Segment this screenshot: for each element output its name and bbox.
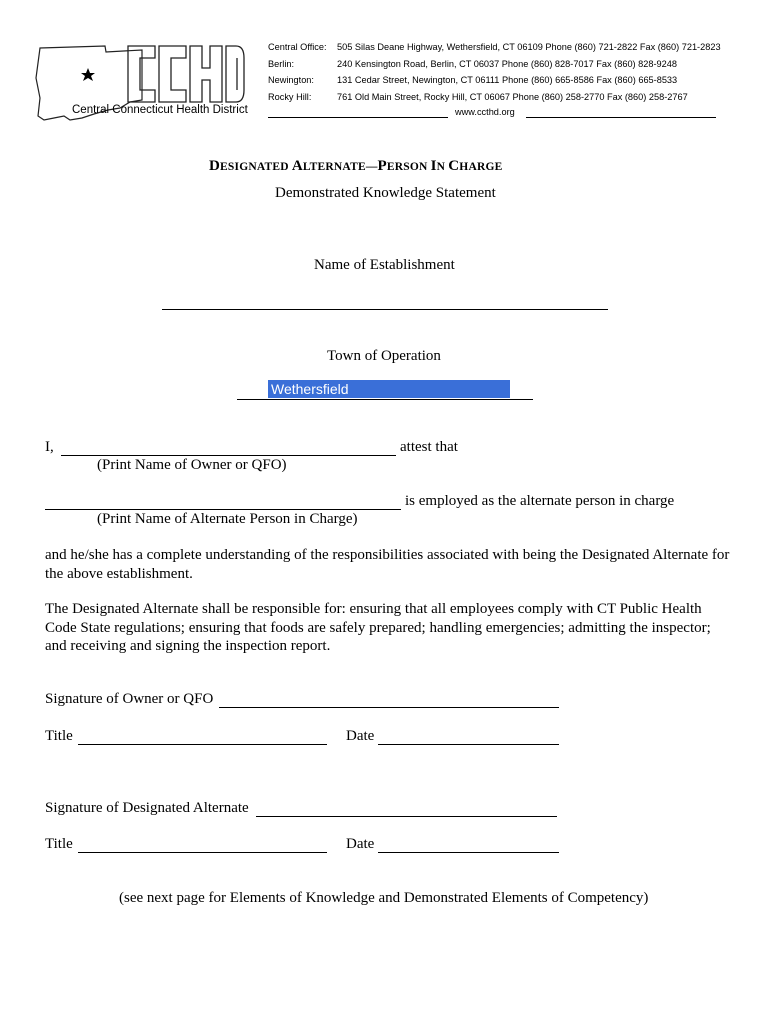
- signature-alternate-line[interactable]: [256, 816, 557, 817]
- office-label: Berlin:: [268, 58, 295, 69]
- logo-name: Central Connecticut Health District: [72, 104, 248, 116]
- owner-caption: (Print Name of Owner or QFO): [97, 457, 287, 473]
- owner-name-line[interactable]: [61, 455, 396, 456]
- office-address: 761 Old Main Street, Rocky Hill, CT 06067 Phone (860) 258-2770 Fax (860) 258-2767: [337, 91, 688, 102]
- alternate-date-label: Date: [346, 836, 375, 852]
- website-link[interactable]: www.ccthd.org: [455, 107, 515, 117]
- owner-date-line[interactable]: [378, 744, 559, 745]
- alternate-date-line[interactable]: [378, 852, 559, 853]
- attest-suffix: attest that: [400, 439, 458, 455]
- title-initial: P: [377, 158, 387, 174]
- establishment-label: Name of Establishment: [314, 257, 455, 273]
- office-address: 131 Cedar Street, Newington, CT 06111 Phone (860) 665-8586 Fax (860) 665-8533: [337, 75, 678, 85]
- owner-title-line[interactable]: [78, 744, 327, 745]
- header-rule-left: [268, 117, 448, 118]
- footer-note: (see next page for Elements of Knowledge and Demonstrated Elements of Competency): [119, 890, 649, 906]
- alternate-caption: (Print Name of Alternate Person in Charge): [97, 511, 358, 527]
- office-label: Newington:: [268, 75, 314, 85]
- title-part: ESIGNATED: [220, 161, 292, 173]
- header-rule-right: [526, 117, 716, 118]
- owner-date-label: Date: [346, 728, 375, 744]
- alternate-title-label: Title: [45, 836, 73, 852]
- title-part: ERSON: [386, 161, 431, 173]
- attest-prefix: I,: [45, 439, 54, 455]
- title-initial: I: [430, 158, 437, 174]
- town-input[interactable]: Wethersfield: [268, 380, 510, 398]
- alternate-name-line[interactable]: [45, 509, 401, 510]
- establishment-line: [162, 309, 608, 310]
- title-part: HARGE: [459, 161, 503, 173]
- alternate-suffix: is employed as the alternate person in charge: [405, 493, 675, 509]
- document-subtitle: Demonstrated Knowledge Statement: [275, 185, 496, 201]
- title-initial: A: [291, 158, 303, 174]
- office-list: [268, 39, 748, 109]
- title-initial: D: [209, 158, 221, 174]
- office-address: 505 Silas Deane Highway, Wethersfield, CT 06109 Phone (860) 721-2822 Fax (860) 721-2823: [337, 42, 721, 52]
- office-address: 240 Kensington Road, Berlin, CT 06037 Phone (860) 828-7017 Fax (860) 828-9248: [337, 58, 678, 69]
- title-part: LTERNATE—: [302, 161, 378, 173]
- establishment-input[interactable]: [162, 290, 608, 308]
- title-initial: C: [448, 158, 460, 174]
- office-label: Rocky Hill:: [268, 91, 312, 102]
- paragraph-responsibilities: The Designated Alternate shall be responsible for: ensuring that all employees comply with CT Public Health Code State regulations; ensuring that foods are safely prepared; handling emergencies; admitting the inspector; and receiving and signing the inspection report.: [45, 601, 711, 655]
- signature-owner-line[interactable]: [219, 707, 559, 708]
- title-part: N: [436, 161, 449, 173]
- town-line: [237, 399, 533, 400]
- owner-title-label: Title: [45, 728, 73, 744]
- signature-alternate-label: Signature of Designated Alternate: [45, 800, 249, 816]
- town-label: Town of Operation: [327, 348, 441, 364]
- signature-owner-label: Signature of Owner or QFO: [45, 691, 214, 707]
- document-title: [209, 158, 502, 175]
- alternate-title-line[interactable]: [78, 852, 327, 853]
- office-label: Central Office:: [268, 42, 327, 52]
- paragraph-understanding: and he/she has a complete understanding of the responsibilities associated with being the Designated Alternate for the above establishment.: [45, 547, 730, 582]
